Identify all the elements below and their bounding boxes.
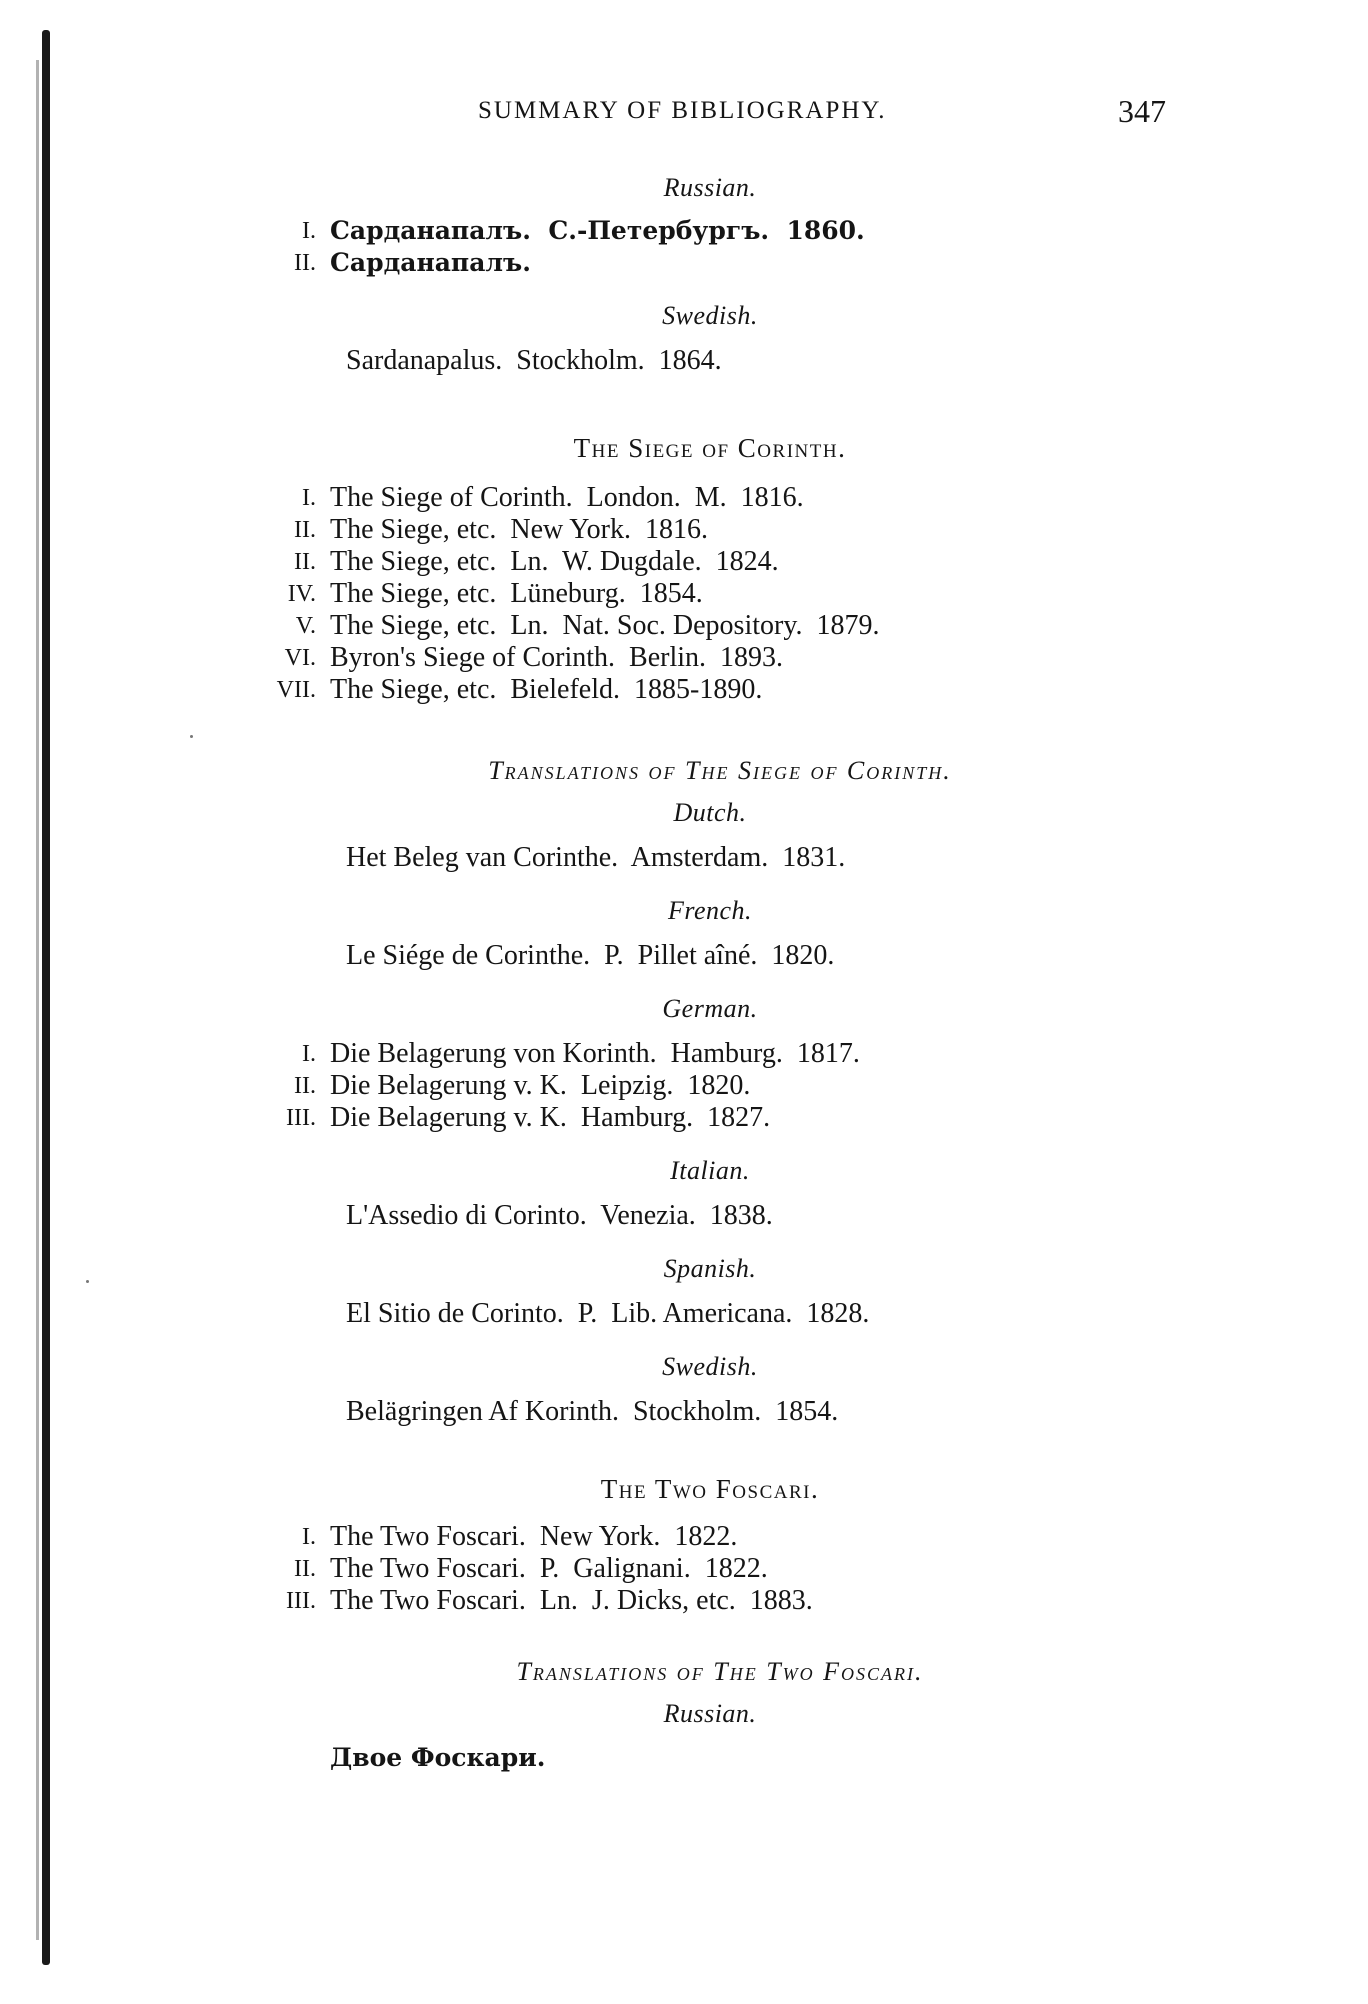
siege-heading: The Siege of Corinth. — [573, 433, 847, 463]
entry-text: The Two Foscari. New York. 1822. — [330, 1521, 738, 1552]
entry-number: I. — [302, 485, 316, 511]
foscari-heading: The Two Foscari. — [600, 1474, 820, 1504]
entry-text: Сарданапалъ. — [330, 248, 531, 277]
paper-speck — [190, 735, 193, 738]
swedish-siege-label: Swedish. — [662, 1352, 758, 1381]
list-item — [0, 1521, 1368, 1553]
entry-number: II. — [294, 1556, 316, 1582]
entry-text: Die Belagerung v. K. Leipzig. 1820. — [330, 1070, 751, 1101]
entry-number: III. — [286, 1588, 316, 1614]
russian-foscari-entry: Двое Фоскари. — [330, 1743, 546, 1772]
entry-text: Die Belagerung von Korinth. Hamburg. 1817. — [330, 1038, 860, 1069]
entry-text: The Siege, etc. Ln. Nat. Soc. Depository. 1879. — [330, 610, 880, 641]
entry-number: II. — [294, 250, 316, 276]
siege-editions-list — [0, 482, 1368, 706]
entry-text: Byron's Siege of Corinth. Berlin. 1893. — [330, 642, 784, 673]
entry-text: Сарданапалъ. С.-Петербургъ. 1860. — [330, 216, 865, 245]
entry-number: I. — [302, 1041, 316, 1067]
entry-text: The Siege, etc. Bielefeld. 1885-1890. — [330, 674, 763, 705]
swedish-sardanapalus-entry: Sardanapalus. Stockholm. 1864. — [346, 345, 722, 376]
italian-entry: L'Assedio di Corinto. Venezia. 1838. — [346, 1200, 773, 1231]
entry-number: VI. — [284, 645, 316, 671]
page-header — [0, 93, 1368, 137]
list-item — [0, 578, 1368, 610]
russian-foscari-label: Russian. — [663, 1699, 757, 1728]
german-list — [0, 1038, 1368, 1134]
russian-sardanapalus-list — [0, 215, 1368, 279]
list-item — [0, 642, 1368, 674]
foscari-translations-heading: Translations of The Two Foscari. — [516, 1657, 924, 1686]
french-label: French. — [667, 896, 753, 925]
swedish-label: Swedish. — [662, 301, 758, 330]
russian-label: Russian. — [663, 173, 757, 202]
entry-text: Die Belagerung v. K. Hamburg. 1827. — [330, 1102, 771, 1133]
list-item — [0, 1553, 1368, 1585]
list-item — [0, 546, 1368, 578]
list-item — [0, 674, 1368, 706]
dutch-label: Dutch. — [673, 798, 747, 827]
entry-number: II. — [294, 1073, 316, 1099]
running-title: SUMMARY OF BIBLIOGRAPHY. — [478, 97, 887, 124]
entry-number: III. — [286, 1105, 316, 1131]
entry-number: I. — [302, 218, 316, 244]
list-item — [0, 1102, 1368, 1134]
spanish-entry: El Sitio de Corinto. P. Lib. Americana. 1828. — [346, 1298, 870, 1329]
list-item — [0, 610, 1368, 642]
page-body — [0, 165, 1368, 1772]
list-item — [0, 247, 1368, 279]
entry-number: I. — [302, 1524, 316, 1550]
list-item — [0, 1070, 1368, 1102]
list-item — [0, 482, 1368, 514]
swedish-siege-entry: Belägringen Af Korinth. Stockholm. 1854. — [346, 1396, 839, 1427]
list-item — [0, 1585, 1368, 1617]
list-item — [0, 215, 1368, 247]
dutch-entry: Het Beleg van Corinthe. Amsterdam. 1831. — [346, 842, 846, 873]
siege-translations-heading: Translations of The Siege of Corinth. — [488, 756, 952, 785]
entry-number: VII. — [276, 677, 316, 703]
foscari-editions-list — [0, 1521, 1368, 1617]
entry-number: IV. — [287, 581, 316, 607]
entry-number: V. — [295, 613, 316, 639]
entry-text: The Two Foscari. Ln. J. Dicks, etc. 1883. — [330, 1585, 813, 1616]
entry-number: II. — [294, 517, 316, 543]
list-item — [0, 1038, 1368, 1070]
spanish-label: Spanish. — [663, 1254, 757, 1283]
list-item — [0, 514, 1368, 546]
german-label: German. — [662, 994, 758, 1023]
page-number: 347 — [1118, 93, 1166, 129]
entry-text: The Siege of Corinth. London. M. 1816. — [330, 482, 804, 513]
entry-text: The Siege, etc. New York. 1816. — [330, 514, 708, 545]
entry-text: The Siege, etc. Ln. W. Dugdale. 1824. — [330, 546, 779, 577]
entry-text: The Siege, etc. Lüneburg. 1854. — [330, 578, 703, 609]
entry-number: II. — [294, 549, 316, 575]
italian-label: Italian. — [670, 1156, 750, 1185]
french-entry: Le Siége de Corinthe. P. Pillet aîné. 1820. — [346, 940, 835, 971]
paper-speck — [86, 1280, 89, 1283]
entry-text: The Two Foscari. P. Galignani. 1822. — [330, 1553, 768, 1584]
